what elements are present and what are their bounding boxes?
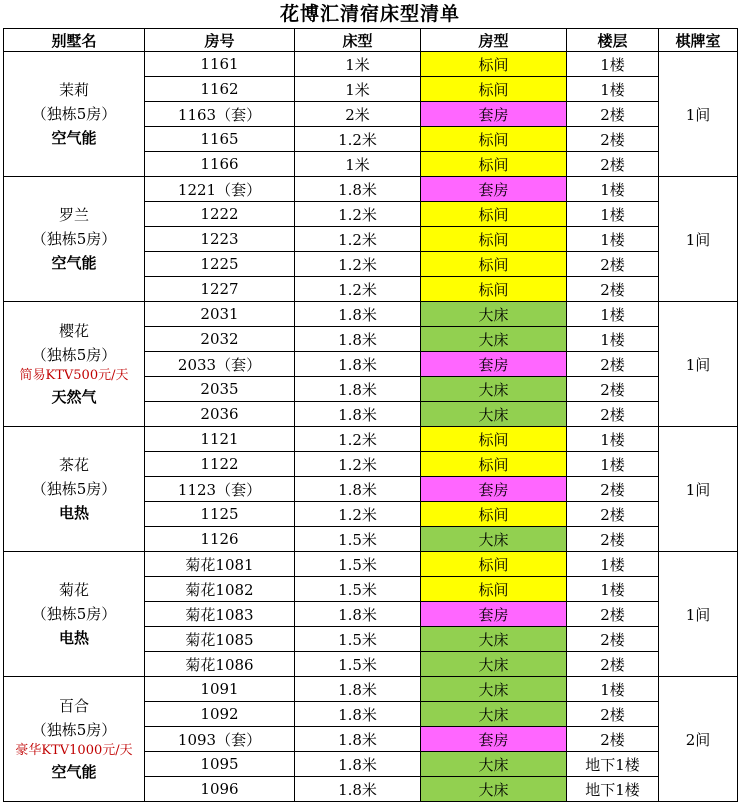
room-type-cell: 大床 [421, 752, 567, 777]
room-number-cell: 1165 [145, 127, 295, 152]
floor-cell: 1楼 [567, 327, 659, 352]
floor-cell: 2楼 [567, 627, 659, 652]
villa-name: 樱花 [58, 322, 89, 340]
floor-cell: 2楼 [567, 502, 659, 527]
bed-size-cell: 1.8米 [295, 327, 421, 352]
table-body [4, 52, 738, 802]
room-number-cell: 1096 [145, 777, 295, 802]
room-number-cell: 菊花1085 [145, 627, 295, 652]
room-type-cell: 大床 [421, 652, 567, 677]
villa-cell [4, 52, 145, 177]
header-room-type: 房型 [421, 29, 567, 52]
floor-cell: 2楼 [567, 152, 659, 177]
villa-subtitle: （独栋5房） [31, 230, 117, 248]
villa-name: 罗兰 [58, 206, 89, 224]
room-number-cell: 1161 [145, 52, 295, 77]
villa-heating: 电热 [58, 504, 89, 522]
header-row [4, 29, 738, 52]
floor-cell: 2楼 [567, 102, 659, 127]
villa-ktv-note: 豪华KTV1000元/天 [15, 743, 133, 758]
bed-size-cell: 1.8米 [295, 302, 421, 327]
room-type-cell: 大床 [421, 777, 567, 802]
bed-size-cell: 1.2米 [295, 452, 421, 477]
floor-cell: 1楼 [567, 427, 659, 452]
room-type-cell: 标间 [421, 452, 567, 477]
bed-size-cell: 1.2米 [295, 252, 421, 277]
room-type-cell: 套房 [421, 602, 567, 627]
floor-cell: 地下1楼 [567, 752, 659, 777]
room-number-cell: 2031 [145, 302, 295, 327]
header-room-number: 房号 [145, 29, 295, 52]
room-number-cell: 2036 [145, 402, 295, 427]
villa-name: 茉莉 [58, 81, 89, 99]
floor-cell: 2楼 [567, 377, 659, 402]
bed-size-cell: 1.8米 [295, 677, 421, 702]
room-type-cell: 套房 [421, 102, 567, 127]
room-number-cell: 1092 [145, 702, 295, 727]
room-number-cell: 1091 [145, 677, 295, 702]
room-type-cell: 大床 [421, 327, 567, 352]
floor-cell: 2楼 [567, 277, 659, 302]
chess-room-cell: 1间 [659, 52, 738, 177]
floor-cell: 地下1楼 [567, 777, 659, 802]
room-number-cell: 1222 [145, 202, 295, 227]
room-type-cell: 标间 [421, 227, 567, 252]
villa-subtitle: （独栋5房） [31, 721, 117, 739]
villa-name: 菊花 [58, 581, 89, 599]
room-number-cell: 1121 [145, 427, 295, 452]
room-number-cell: 1093（套） [145, 727, 295, 752]
floor-cell: 1楼 [567, 452, 659, 477]
chess-room-cell: 1间 [659, 552, 738, 677]
bed-size-cell: 2米 [295, 102, 421, 127]
floor-cell: 1楼 [567, 52, 659, 77]
villa-ktv-note: 简易KTV500元/天 [19, 368, 129, 383]
room-number-cell: 菊花1081 [145, 552, 295, 577]
chess-room-cell: 1间 [659, 177, 738, 302]
bed-size-cell: 1.2米 [295, 127, 421, 152]
room-type-cell: 标间 [421, 252, 567, 277]
floor-cell: 1楼 [567, 77, 659, 102]
villa-cell [4, 677, 145, 802]
room-number-cell: 1166 [145, 152, 295, 177]
chess-room-cell: 2间 [659, 677, 738, 802]
bed-size-cell: 1.8米 [295, 602, 421, 627]
floor-cell: 1楼 [567, 202, 659, 227]
bed-size-cell: 1.2米 [295, 427, 421, 452]
table-row [4, 302, 738, 327]
room-type-cell: 标间 [421, 127, 567, 152]
room-number-cell: 1227 [145, 277, 295, 302]
room-type-cell: 大床 [421, 702, 567, 727]
room-number-cell: 2033（套） [145, 352, 295, 377]
room-number-cell: 1223 [145, 227, 295, 252]
room-number-cell: 1123（套） [145, 477, 295, 502]
table-row [4, 177, 738, 202]
floor-cell: 2楼 [567, 127, 659, 152]
villa-subtitle: （独栋5房） [31, 605, 117, 623]
floor-cell: 1楼 [567, 302, 659, 327]
room-type-cell: 大床 [421, 402, 567, 427]
room-number-cell: 1122 [145, 452, 295, 477]
room-table [3, 28, 738, 802]
room-type-cell: 标间 [421, 52, 567, 77]
bed-size-cell: 1.2米 [295, 277, 421, 302]
bed-size-cell: 1.8米 [295, 702, 421, 727]
villa-name: 百合 [58, 697, 89, 715]
bed-size-cell: 1.8米 [295, 352, 421, 377]
villa-subtitle: （独栋5房） [31, 346, 117, 364]
header-chess-room: 棋牌室 [659, 29, 738, 52]
floor-cell: 1楼 [567, 177, 659, 202]
bed-size-cell: 1.5米 [295, 552, 421, 577]
floor-cell: 2楼 [567, 252, 659, 277]
room-number-cell: 菊花1083 [145, 602, 295, 627]
room-number-cell: 1162 [145, 77, 295, 102]
room-number-cell: 1125 [145, 502, 295, 527]
room-type-cell: 大床 [421, 302, 567, 327]
floor-cell: 2楼 [567, 702, 659, 727]
bed-size-cell: 1.2米 [295, 202, 421, 227]
villa-cell [4, 552, 145, 677]
room-type-cell: 标间 [421, 202, 567, 227]
room-number-cell: 1221（套） [145, 177, 295, 202]
bed-size-cell: 1.8米 [295, 477, 421, 502]
room-type-cell: 标间 [421, 77, 567, 102]
room-number-cell: 1126 [145, 527, 295, 552]
bed-size-cell: 1.8米 [295, 777, 421, 802]
room-type-cell: 套房 [421, 177, 567, 202]
bed-size-cell: 1.8米 [295, 402, 421, 427]
room-type-cell: 套房 [421, 477, 567, 502]
villa-name: 茶花 [58, 456, 89, 474]
bed-size-cell: 1.8米 [295, 177, 421, 202]
bed-size-cell: 1.2米 [295, 227, 421, 252]
bed-size-cell: 1米 [295, 152, 421, 177]
bed-size-cell: 1.8米 [295, 752, 421, 777]
villa-heating: 空气能 [51, 763, 97, 781]
bed-size-cell: 1米 [295, 77, 421, 102]
header-floor: 楼层 [567, 29, 659, 52]
floor-cell: 2楼 [567, 652, 659, 677]
table-row [4, 52, 738, 77]
header-bed-size: 床型 [295, 29, 421, 52]
floor-cell: 2楼 [567, 352, 659, 377]
table-row [4, 552, 738, 577]
villa-heating: 电热 [58, 629, 89, 647]
floor-cell: 1楼 [567, 227, 659, 252]
room-type-cell: 套房 [421, 352, 567, 377]
room-number-cell: 2035 [145, 377, 295, 402]
chess-room-cell: 1间 [659, 427, 738, 552]
floor-cell: 2楼 [567, 402, 659, 427]
bed-size-cell: 1.8米 [295, 727, 421, 752]
bed-size-cell: 1.5米 [295, 527, 421, 552]
header-villa-name: 别墅名 [4, 29, 145, 52]
floor-cell: 2楼 [567, 602, 659, 627]
bed-size-cell: 1.5米 [295, 577, 421, 602]
floor-cell: 1楼 [567, 552, 659, 577]
room-type-cell: 标间 [421, 152, 567, 177]
room-type-cell: 标间 [421, 427, 567, 452]
villa-cell [4, 302, 145, 427]
villa-subtitle: （独栋5房） [31, 105, 117, 123]
villa-cell [4, 177, 145, 302]
room-type-cell: 标间 [421, 502, 567, 527]
room-type-cell: 大床 [421, 677, 567, 702]
villa-subtitle: （独栋5房） [31, 480, 117, 498]
bed-size-cell: 1米 [295, 52, 421, 77]
room-number-cell: 1225 [145, 252, 295, 277]
room-type-cell: 大床 [421, 377, 567, 402]
bed-size-cell: 1.2米 [295, 502, 421, 527]
table-row [4, 427, 738, 452]
table-row [4, 677, 738, 702]
room-number-cell: 2032 [145, 327, 295, 352]
room-number-cell: 1163（套） [145, 102, 295, 127]
room-type-cell: 标间 [421, 552, 567, 577]
room-number-cell: 菊花1082 [145, 577, 295, 602]
bed-size-cell: 1.5米 [295, 652, 421, 677]
villa-heating: 天然气 [51, 388, 97, 406]
bed-size-cell: 1.8米 [295, 377, 421, 402]
floor-cell: 1楼 [567, 677, 659, 702]
room-type-cell: 标间 [421, 577, 567, 602]
villa-heating: 空气能 [51, 129, 97, 147]
room-type-cell: 大床 [421, 527, 567, 552]
floor-cell: 2楼 [567, 727, 659, 752]
room-type-cell: 套房 [421, 727, 567, 752]
villa-cell [4, 427, 145, 552]
room-type-cell: 大床 [421, 627, 567, 652]
chess-room-cell: 1间 [659, 302, 738, 427]
sheet-title: 花博汇清宿床型清单 [279, 3, 460, 25]
room-type-cell: 标间 [421, 277, 567, 302]
bed-size-cell: 1.5米 [295, 627, 421, 652]
room-number-cell: 菊花1086 [145, 652, 295, 677]
room-number-cell: 1095 [145, 752, 295, 777]
floor-cell: 2楼 [567, 477, 659, 502]
floor-cell: 1楼 [567, 577, 659, 602]
floor-cell: 2楼 [567, 527, 659, 552]
villa-heating: 空气能 [51, 254, 97, 272]
